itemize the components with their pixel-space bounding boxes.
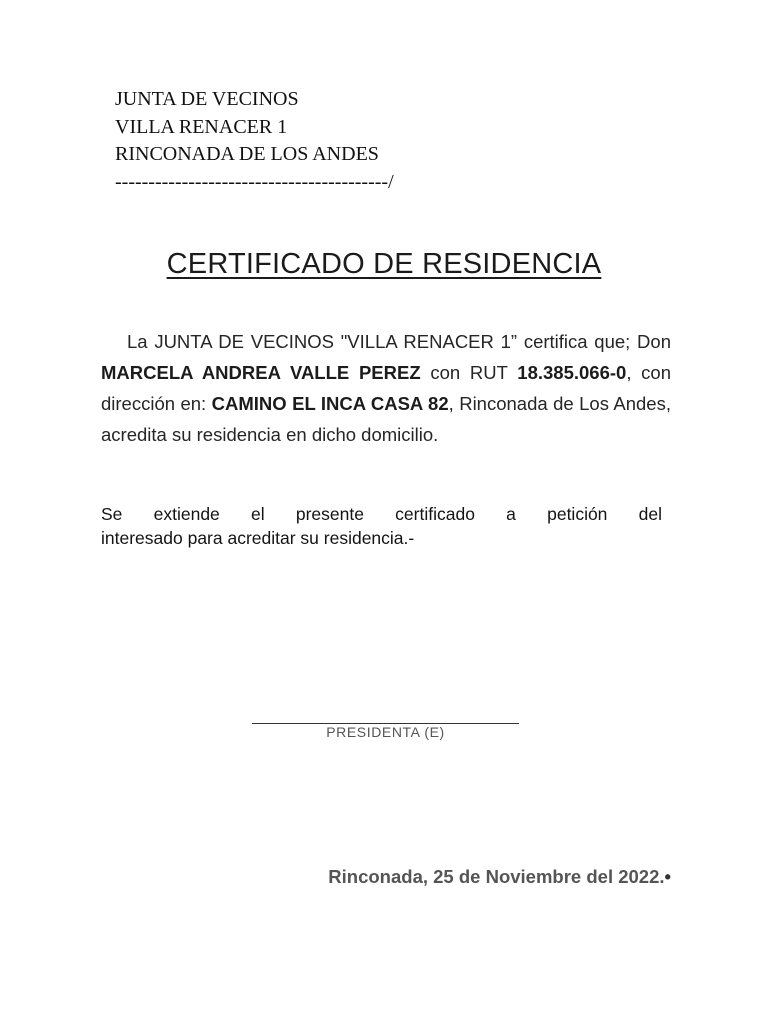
purpose-paragraph [101,503,662,550]
letterhead-location: RINCONADA DE LOS ANDES [115,143,379,165]
letterhead-divider: -----------------------------------------/ [115,170,394,193]
date-place [328,866,671,888]
letterhead [115,86,394,196]
address-prefix: , con dirección en: [101,362,672,414]
resident-name: MARCELA ANDREA VALLE PEREZ [101,362,421,383]
signature-title: PRESIDENTA (E) [326,724,445,740]
purpose-line-1: Se extiende el presente certificado a petición del [101,504,662,524]
certification-intro: La JUNTA DE VECINOS "VILLA RENACER 1” certifica que; Don [127,331,671,352]
rut-prefix: con RUT [420,362,518,383]
purpose-line-2: interesado para acreditar su residencia.- [101,527,415,548]
document-title-block [0,248,768,281]
document-title: CERTIFICADO DE RESIDENCIA [166,248,602,280]
certification-paragraph [101,326,671,450]
bullet-mark: • [664,866,671,887]
resident-rut: 18.385.066-0 [517,362,627,383]
letterhead-org-name: JUNTA DE VECINOS [115,88,299,110]
resident-address: CAMINO EL INCA CASA 82 [211,393,449,414]
letterhead-villa-name: VILLA RENACER 1 [115,115,288,138]
certification-closing: , Rinconada de Los Andes, acredita su residencia en dicho domicilio. [101,393,671,445]
date-text: Rinconada, 25 de Noviembre del 2022. [328,866,665,887]
